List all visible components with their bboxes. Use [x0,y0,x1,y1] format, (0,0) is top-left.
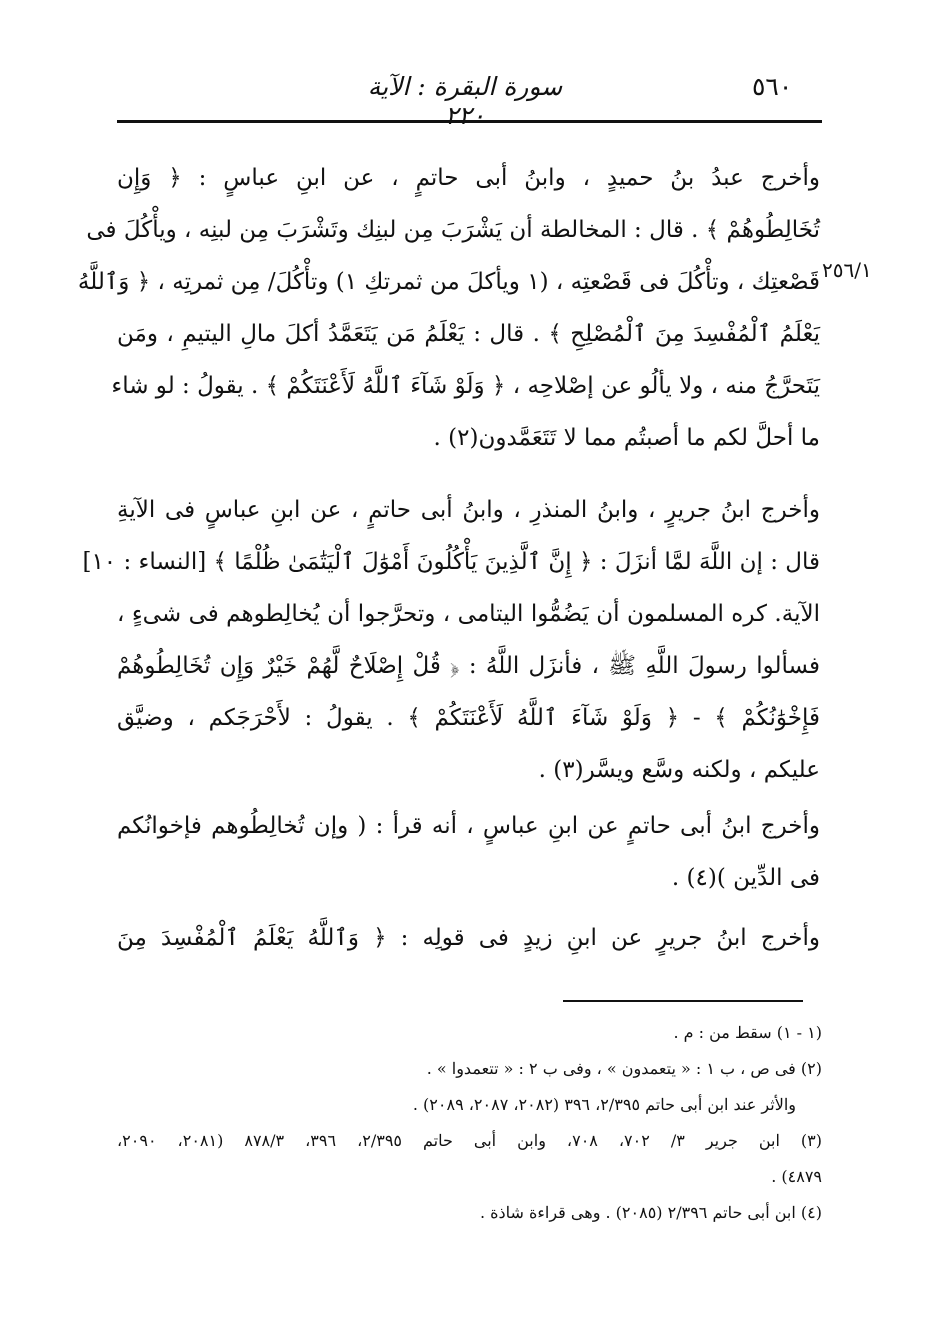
text-line: عليكم ، ولكنه وسَّع ويسَّر(٣) . [538,757,820,783]
header-rule [117,120,822,123]
text-line: ما أحلَّ لكم ما أصبتُم مما لا تَتَعَمَّدون(٢) . [433,425,820,451]
text-line: قَصْعتِك ، وتأْكُلَ فى قَصْعتِه ، (١ ويأكلَ من ثمرتكِ ١) وتأْكُلَ/ مِن ثمرتِه ، ﴿ وَٱللَّهُ [77,269,820,295]
margin-page-reference: ٢٥٦/١ [822,258,872,282]
text-line: الآية. كره المسلمون أن يَضُمُّوا اليتامى ، وتحرَّجوا أن يُخالِطوهم فى شىءٍ ، [117,601,820,627]
paragraph-2 [82,484,820,796]
footnote: ٤٨٧٩) . [771,1167,822,1186]
footnote: والأثر عند ابن أبى حاتم ٢/٣٩٥، ٣٩٦ (٢٠٨٢، ٢٠٨٧، ٢٠٨٩) . [412,1095,796,1114]
page-number: ٥٦٠ [752,72,793,101]
text-line: فسألوا رسولَ اللَّهِ ﷺ ، فأنزَل اللَّهُ : ﴿ قُلْ إِصْلَاحٌ لَّهُمْ خَيْرٌ وَإِن تُخَالِطُوهُمْ [117,653,820,679]
text-line: فى الدِّين )(٤) . [671,865,820,891]
paragraph-1 [77,152,820,464]
footnote-rule [563,1000,803,1002]
paragraph-4 [117,912,820,964]
text-line: فَإِخْوَٰنُكُمْ ﴾ - ﴿ وَلَوْ شَآءَ ٱللَّهُ لَأَعْنَتَكُمْ ﴾ . يقولُ : لأَحْرَجَكم ، وضيَّق [117,705,820,731]
text-line: تُخَالِطُوهُمْ ﴾ . قال : المخالطة أن يَشْرَبَ مِن لبنِك وتَشْرَبَ مِن لبنِه ، ويأْكُلَ فى [86,217,820,243]
text-line: وأخرج ابنُ أبى حاتمٍ عن ابنِ عباسٍ ، أنه قرأ : ( وإن تُخالِطُوهم فإخوانُكم [117,813,820,839]
footnote: (٣) ابن جرير ٣/ ٧٠٢، ٧٠٨، وابن أبى حاتم ٢/٣٩٥، ٣٩٦، ٨٧٨/٣ (٢٠٨١، ٢٠٩٠، [117,1131,823,1150]
text-line: وأخرج ابنُ جريرٍ عن ابنِ زيدٍ فى قولِه : ﴿ وَٱللَّهُ يَعْلَمُ ٱلْمُفْسِدَ مِنَ [117,925,820,951]
text-line: يَعْلَمُ ٱلْمُفْسِدَ مِنَ ٱلْمُصْلِحِ ﴾ . قال : يَعْلَمُ مَن يَتَعَمَّدُ أكلَ مالِ اليتيمِ ، ومَن [117,321,820,347]
footnote: (٤) ابن أبى حاتم ٢/٣٩٦ (٢٠٨٥) . وهى قراءة شاذة . [479,1203,822,1222]
running-header-title: سورة البقرة : الآية ٢٢٠ [367,72,563,130]
paragraph-3 [117,800,820,904]
footnotes [117,1015,822,1231]
footnote: (١ - ١) سقط من : م . [673,1023,822,1042]
text-line: وأخرج ابنُ جريرٍ ، وابنُ المنذرِ ، وابنُ أبى حاتمٍ ، عن ابنِ عباسٍ فى الآيةِ [117,497,820,523]
text-line: يَتَحرَّجُ منه ، ولا يألُو عن إصْلاحِه ، ﴿ وَلَوْ شَآءَ ٱللَّهُ لَأَعْنَتَكُمْ ﴾ . يقولُ : لو شاء [111,373,820,399]
text-line: قال : إن اللَّهَ لمَّا أنزَلَ : ﴿ إِنَّ ٱلَّذِينَ يَأْكُلُونَ أَمْوَٰلَ ٱلْيَتَٰمَىٰ ظُلْمًا ﴾ [النساء : ١٠] [82,549,820,575]
text-line: وأخرج عبدُ بنُ حميدٍ ، وابنُ أبى حاتمٍ ، عن ابنِ عباسٍ : ﴿ وَإِن [117,165,820,191]
footnote: (٢) فى ص ، ب ١ : « يتعمدون » ، وفى ب ٢ : « تتعمدوا » . [426,1059,822,1078]
